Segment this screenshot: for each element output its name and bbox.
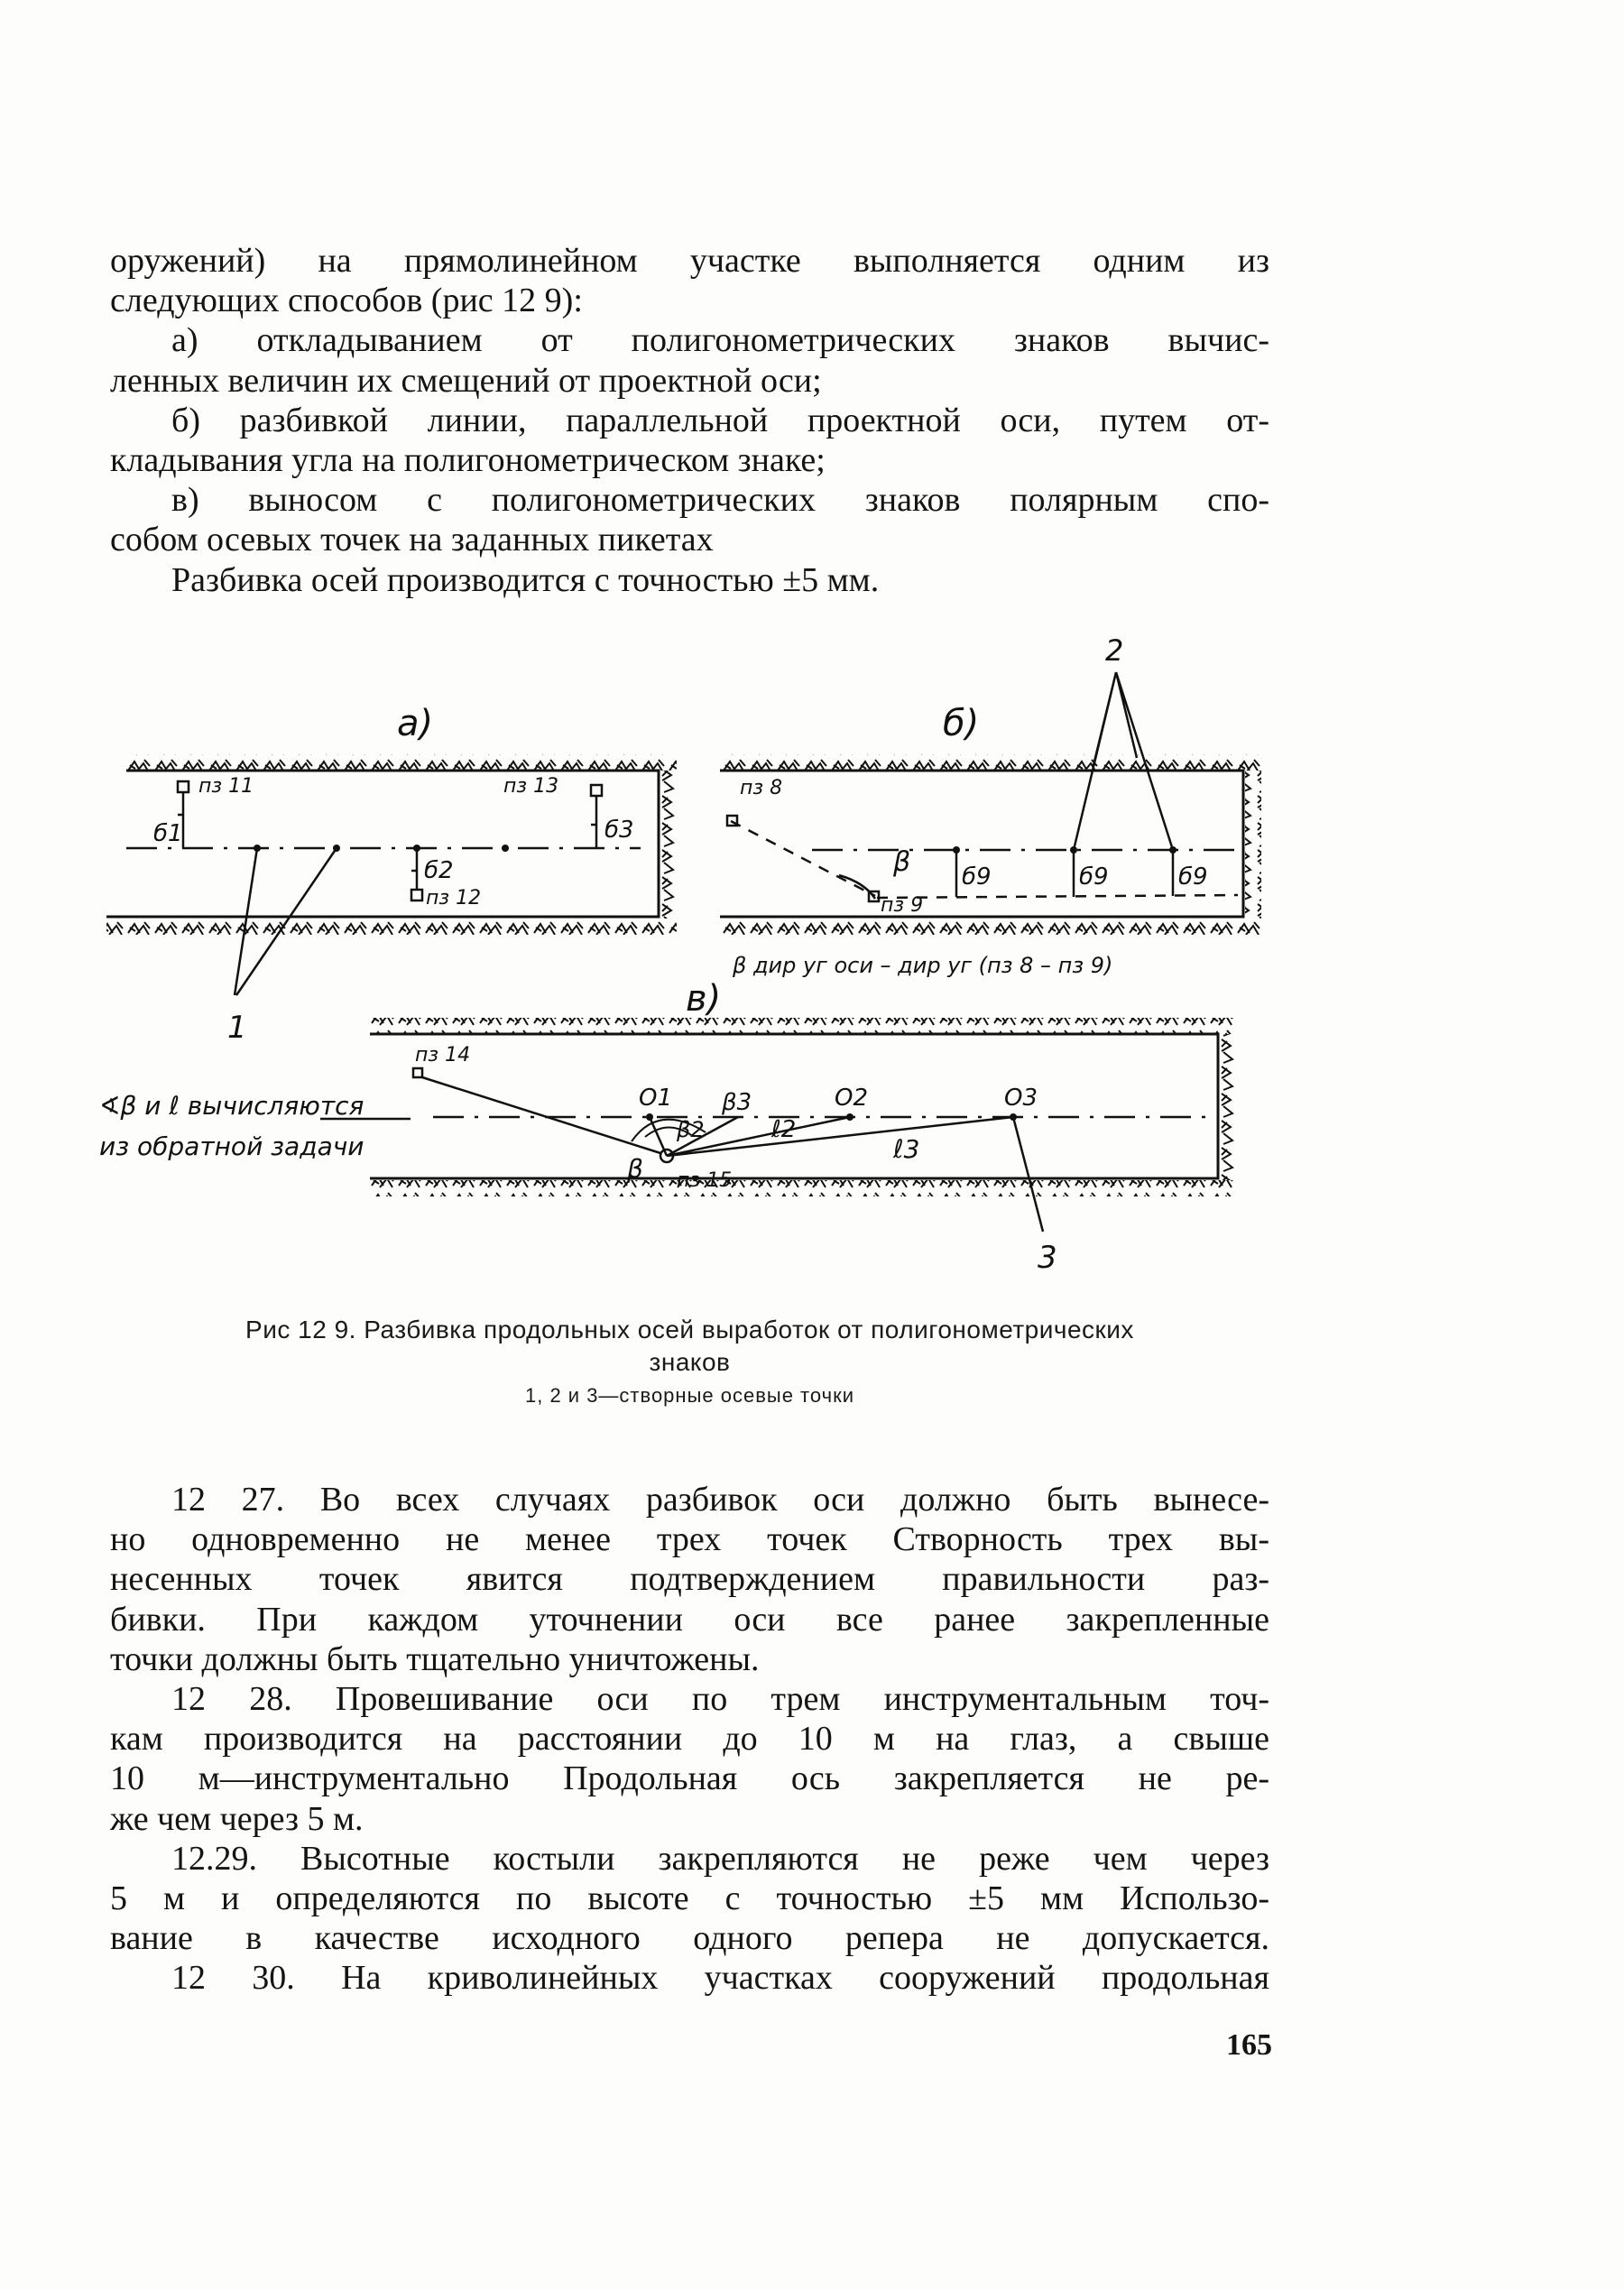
angle-label: β2 — [677, 1117, 705, 1142]
point-label: O1 — [639, 1085, 673, 1112]
text-line: точки должны быть тщательно уничтожены. — [110, 1639, 760, 1678]
rock-hatching-face — [1245, 771, 1261, 919]
callout-number: 2 — [1105, 633, 1124, 668]
station-marker — [178, 781, 189, 792]
rock-hatching-bottom — [106, 919, 677, 935]
marker-label: пз 15 — [677, 1169, 733, 1192]
callout-line — [1013, 1117, 1043, 1232]
caption-title: Рис 12 9. Разбивка продольных осей выработок от полигонометрических — [245, 1316, 1134, 1344]
offset-label: б9 — [1079, 863, 1109, 891]
axis-point — [846, 1113, 854, 1121]
parallel-line — [877, 895, 1238, 898]
station-marker — [413, 1068, 422, 1077]
text-line: 5 м и определяются по высоте с точностью ±5 мм Использо- — [110, 1879, 1269, 1918]
text-line: же чем через 5 м. — [110, 1799, 364, 1838]
rock-hatching-bottom — [370, 1180, 1236, 1196]
caption-legend: 1, 2 и 3—створные осевые точки — [524, 1384, 855, 1407]
text-top — [110, 241, 1269, 600]
axis-point — [413, 845, 420, 852]
text-line: Разбивка осей производится с точностью ±5 мм. — [171, 560, 880, 599]
marker-label: пз 11 — [198, 775, 254, 798]
text-line: 10 м—инструментально Продольная ось закрепляется не ре- — [110, 1759, 1269, 1798]
axis-point — [646, 1113, 653, 1121]
rock-hatching-top — [126, 754, 677, 771]
text-line: 12.29. Высотные костыли закрепляются не реже чем через — [171, 1839, 1269, 1878]
text-line: ленных величин их смещений от проектной оси; — [110, 361, 822, 400]
text-line: 12 28. Провешивание оси по трем инструментальным точ- — [171, 1680, 1269, 1719]
point-label: O3 — [1004, 1085, 1038, 1112]
figure-drawing — [99, 632, 1290, 1299]
offset-label: б3 — [604, 817, 634, 844]
offset-label: б9 — [962, 863, 992, 891]
distance-label: ℓ3 — [893, 1134, 920, 1164]
text-line: собом осевых точек на заданных пикетах — [110, 521, 714, 559]
rock-hatching-face — [1220, 1034, 1236, 1180]
angle-label: β3 — [722, 1089, 752, 1116]
marker-label: пз 14 — [415, 1044, 471, 1067]
rock-hatching-top — [720, 754, 1261, 771]
text-bottom — [110, 1480, 1269, 1999]
angle-label: β — [627, 1154, 643, 1184]
panel-note: ∢β и ℓ вычисляются — [99, 1091, 364, 1121]
offset-label: б9 — [1178, 863, 1208, 891]
callout-number: 1 — [227, 1010, 247, 1046]
text-line: 12 30. На криволинейных участках сооружений продольная — [171, 1959, 1269, 1998]
text-line: кам производится на расстоянии до 10 м на глаз, а свыше — [110, 1720, 1269, 1759]
station-marker — [411, 890, 422, 900]
rock-hatching-face — [659, 771, 675, 919]
page-number: 165 — [1226, 2028, 1272, 2062]
text-line: несенных точек явится подтверждением правильности раз- — [110, 1560, 1269, 1599]
marker-label: пз 13 — [503, 775, 559, 798]
text-line: а) откладыванием от полигонометрических знаков вычис- — [171, 321, 1269, 360]
text-line: б) разбивкой линии, параллельной проектной оси, путем от- — [171, 401, 1269, 439]
angle-label: β — [893, 846, 911, 878]
marker-label: пз 12 — [426, 887, 482, 910]
text-line: но одновременно не менее трех точек Створность трех вы- — [110, 1520, 1269, 1559]
panel-label: а) — [397, 703, 434, 744]
figure-caption — [110, 1314, 1269, 1411]
figure-12-9 — [99, 632, 1290, 1299]
text-line: 12 27. Во всех случаях разбивок оси должно быть вынесе- — [171, 1481, 1269, 1519]
point-label: O2 — [835, 1085, 869, 1112]
offset-label: б1 — [153, 820, 183, 847]
tunnel-outline — [370, 1034, 1218, 1178]
marker-label: пз 8 — [740, 777, 783, 799]
axis-point — [502, 845, 509, 852]
text-line: в) выносом с полигонометрических знаков полярным спо- — [171, 481, 1269, 520]
panel-note: β дир уг оси – дир уг (пз 8 – пз 9) — [733, 953, 1113, 978]
panel-a — [106, 703, 677, 1046]
text-line: вание в качестве исходного одного репера не допускается. — [110, 1919, 1269, 1958]
marker-label: пз 9 — [881, 894, 924, 917]
panel-label: б) — [943, 703, 980, 744]
rock-hatching-bottom — [720, 919, 1261, 935]
text-line: бивки. При каждом уточнении оси все ранее закрепленные — [110, 1600, 1269, 1639]
rock-hatching-top — [370, 1018, 1236, 1034]
offset-label: б2 — [424, 857, 454, 884]
station-marker — [591, 785, 602, 796]
panel-label: в) — [686, 978, 722, 1020]
distance-label: ℓ2 — [771, 1116, 797, 1143]
bearing-line — [731, 821, 875, 896]
text-line: оружений) на прямолинейном участке выполняется одним из — [110, 242, 1269, 280]
text-line: следующих способов (рис 12 9): — [110, 282, 583, 320]
panel-note: из обратной задачи — [99, 1131, 364, 1161]
panel-b — [720, 633, 1261, 978]
offset-lines — [178, 792, 596, 890]
text-line: кладывания угла на полигонометрическом знаке; — [110, 441, 826, 480]
caption-title-cont: знаков — [649, 1348, 731, 1376]
panel-c — [99, 978, 1236, 1276]
callout-number: 3 — [1038, 1240, 1057, 1276]
